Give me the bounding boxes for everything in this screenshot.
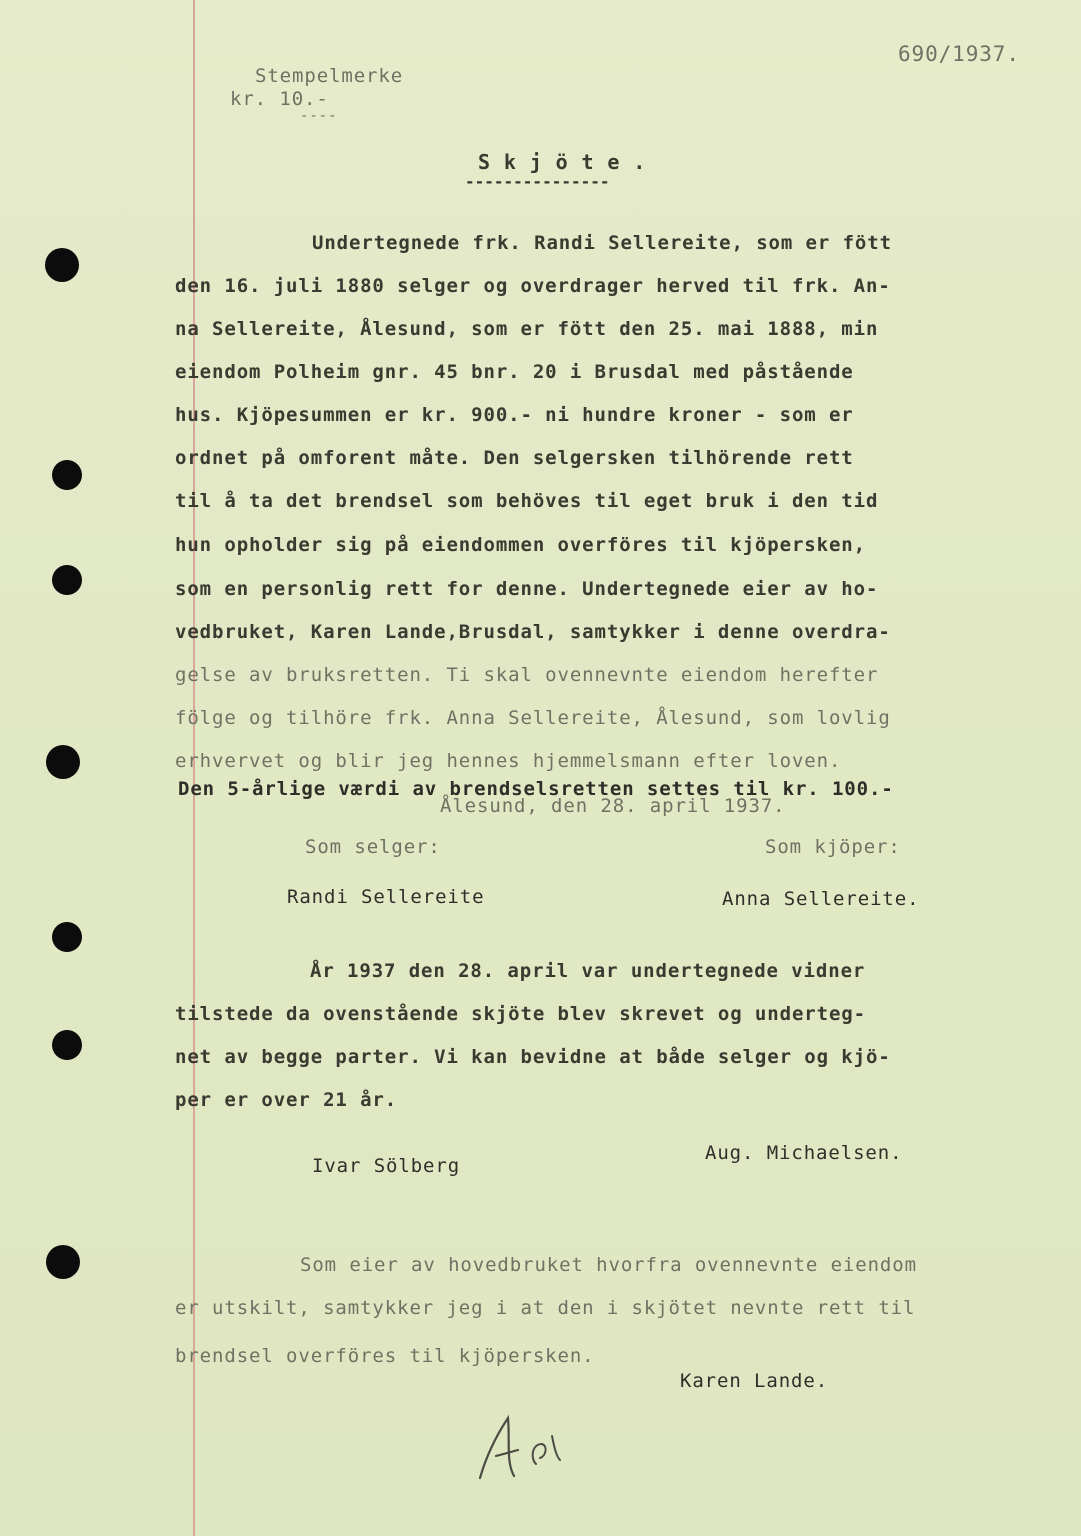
body-line: til å ta det brendsel som behöves til eget bruk i den tid: [175, 490, 879, 512]
punch-hole: [46, 745, 80, 779]
body-line: erhvervet og blir jeg hennes hjemmelsmann efter loven.: [175, 750, 842, 772]
body-line: eiendom Polheim gnr. 45 bnr. 20 i Brusdal med påstående: [175, 361, 854, 383]
witness-name: Aug. Michaelsen.: [705, 1142, 903, 1164]
punch-hole: [46, 1245, 80, 1279]
seller-label: Som selger:: [305, 836, 441, 858]
body-line: hus. Kjöpesummen er kr. 900.- ni hundre kroner - som er: [175, 404, 854, 426]
body-line: som en personlig rett for denne. Undertegnede eier av ho-: [175, 578, 879, 600]
title-rule: ---------------: [465, 172, 610, 191]
consent-signer: Karen Lande.: [680, 1370, 829, 1392]
stamp-rule: ----: [300, 108, 338, 124]
punch-hole: [52, 922, 82, 952]
seller-name: Randi Sellereite: [287, 886, 485, 908]
buyer-name: Anna Sellereite.: [722, 888, 920, 910]
witness-line: net av begge parter. Vi kan bevidne at både selger og kjö-: [175, 1046, 891, 1068]
reference-number: 690/1937.: [898, 42, 1020, 66]
body-line: fölge og tilhöre frk. Anna Sellereite, Ålesund, som lovlig: [175, 707, 891, 729]
stamp-amount: kr. 10.-: [230, 88, 329, 110]
punch-hole: [52, 460, 82, 490]
consent-line: brendsel overföres til kjöpersken.: [175, 1345, 595, 1367]
punch-hole: [52, 1030, 82, 1060]
punch-hole: [45, 248, 79, 282]
body-line: na Sellereite, Ålesund, som er fött den 25. mai 1888, min: [175, 318, 879, 340]
document-title: S k j ö t e .: [478, 150, 647, 174]
witness-line: År 1937 den 28. april var undertegnede vidner: [310, 960, 866, 982]
handwritten-initials: [470, 1400, 580, 1490]
witness-name: Ivar Sölberg: [312, 1155, 461, 1177]
buyer-label: Som kjöper:: [765, 836, 901, 858]
stamp-label: Stempelmerke: [255, 65, 404, 87]
place-date: Ålesund, den 28. april 1937.: [440, 795, 786, 817]
body-line: ordnet på omforent måte. Den selgersken tilhörende rett: [175, 447, 854, 469]
body-line: vedbruket, Karen Lande,Brusdal, samtykker i denne overdra-: [175, 621, 891, 643]
body-line: hun opholder sig på eiendommen overföres til kjöpersken,: [175, 534, 866, 556]
body-line: Undertegnede frk. Randi Sellereite, som er fött: [312, 232, 892, 254]
consent-line: er utskilt, samtykker jeg i at den i skjötet nevnte rett til: [175, 1297, 916, 1319]
punch-hole: [52, 565, 82, 595]
witness-line: tilstede da ovenstående skjöte blev skrevet og underteg-: [175, 1003, 866, 1025]
body-line: den 16. juli 1880 selger og overdrager herved til frk. An-: [175, 275, 891, 297]
body-line: gelse av bruksretten. Ti skal ovennevnte eiendom herefter: [175, 664, 879, 686]
consent-line: Som eier av hovedbruket hvorfra ovennevnte eiendom: [300, 1254, 917, 1276]
witness-line: per er over 21 år.: [175, 1089, 398, 1111]
value-line: Den 5-årlige værdi av brendselsretten settes til kr. 100.-: [178, 778, 894, 800]
